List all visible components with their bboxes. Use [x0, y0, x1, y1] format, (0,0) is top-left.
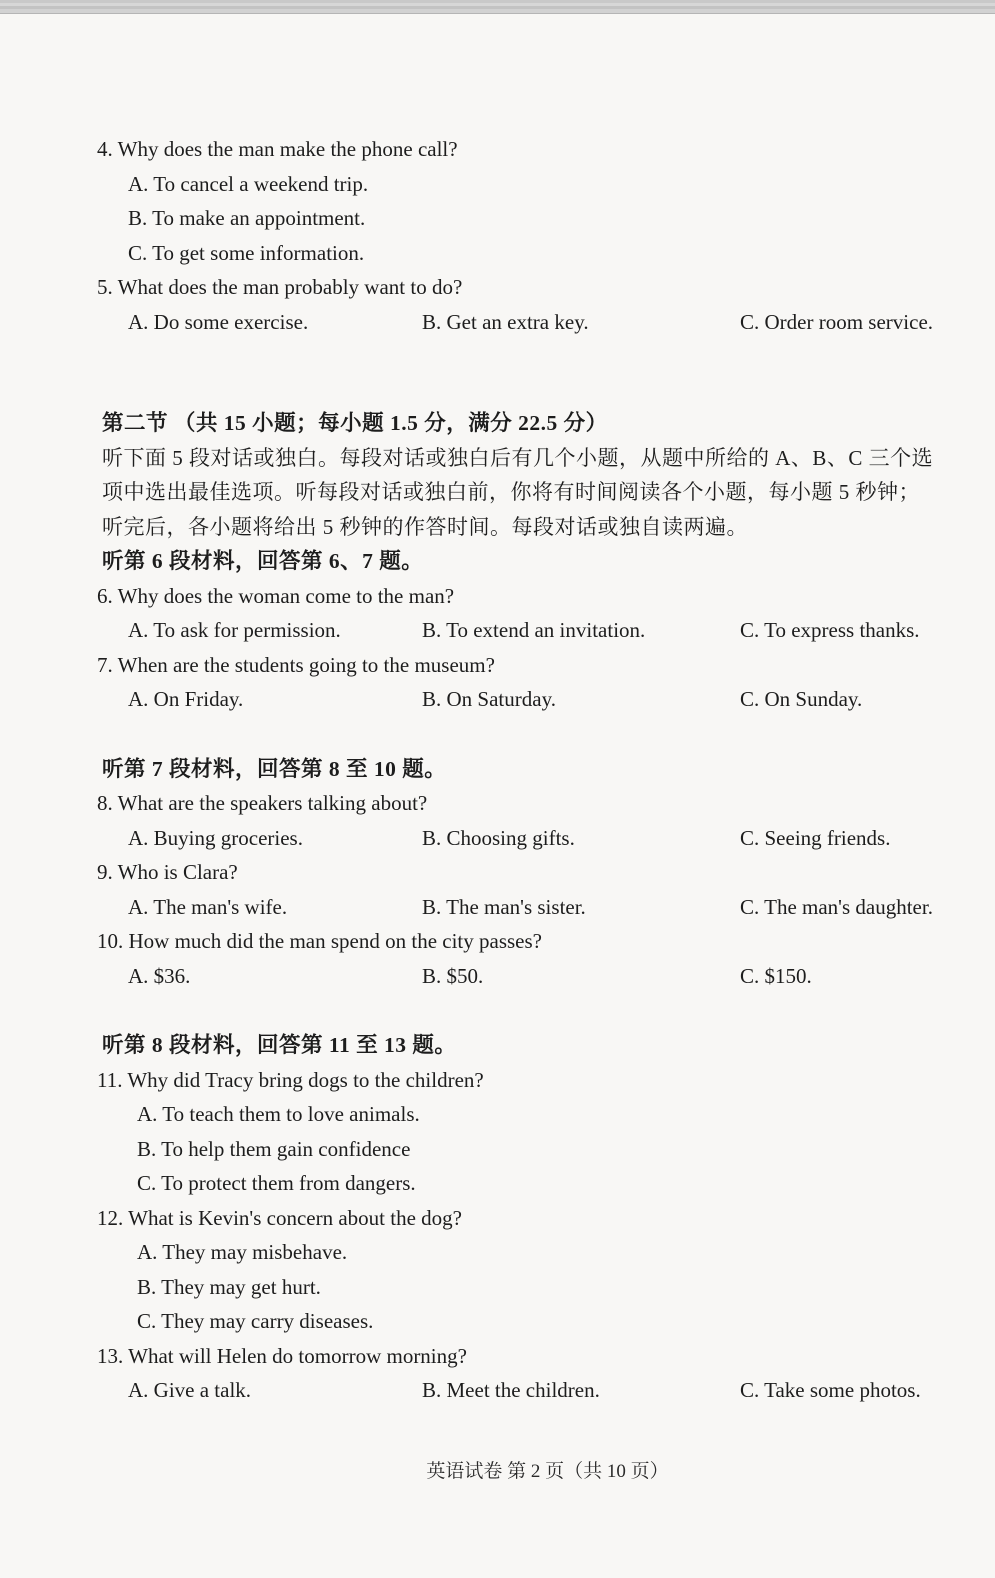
question-13: 13. What will Helen do tomorrow morning?: [97, 1343, 467, 1368]
question-10: 10. How much did the man spend on the city passes?: [97, 929, 542, 953]
question-11-option-a: A. To teach them to love animals.: [137, 1102, 420, 1126]
question-13-option-a: A. Give a talk.: [128, 1378, 252, 1402]
question-6-option-c: C. To express thanks.: [740, 618, 920, 642]
question-9-option-c: C. The man's daughter.: [740, 894, 933, 919]
question-9-option-b: B. The man's sister.: [422, 894, 586, 919]
question-11: 11. Why did Tracy bring dogs to the children?: [97, 1067, 484, 1092]
question-5: 5. What does the man probably want to do?: [97, 275, 463, 299]
question-4-option-b: B. To make an appointment.: [128, 206, 366, 230]
section-2-instructions-line-3: 听完后，各小题将给出 5 秒钟的作答时间。每段对话或独自读两遍。: [102, 514, 748, 539]
question-7-options: [0, 682, 995, 717]
question-5-option-c: C. Order room service.: [740, 309, 934, 334]
question-8-option-b: B. Choosing gifts.: [422, 825, 575, 850]
question-8-option-a: A. Buying groceries.: [128, 825, 303, 850]
scan-edge-artifact: [0, 0, 995, 14]
question-10-option-c: C. $150.: [740, 963, 812, 988]
page-footer: 英语试卷 第 2 页（共 10 页）: [426, 1460, 669, 1482]
question-10-options: [0, 959, 995, 994]
material-8-heading: 听第 8 段材料，回答第 11 至 13 题。: [102, 1033, 457, 1057]
question-6-options: [0, 613, 995, 648]
question-5-option-a: A. Do some exercise.: [128, 309, 309, 334]
question-4-option-c: C. To get some information.: [128, 240, 365, 265]
question-9-option-a: A. The man's wife.: [128, 894, 288, 919]
question-6-option-b: B. To extend an invitation.: [422, 618, 646, 642]
question-12: 12. What is Kevin's concern about the dog?: [97, 1205, 462, 1230]
question-5-options: [0, 305, 995, 340]
material-7-heading: 听第 7 段材料，回答第 8 至 10 题。: [102, 756, 447, 781]
question-10-option-b: B. $50.: [422, 963, 484, 988]
section-2-instructions-line-1: 听下面 5 段对话或独白。每段对话或独白后有几个小题，从题中所给的 A、B、C 三个选: [102, 445, 934, 470]
question-9: 9. Who is Clara?: [97, 860, 238, 884]
question-12-option-b: B. They may get hurt.: [137, 1274, 321, 1299]
question-8-option-c: C. Seeing friends.: [740, 825, 891, 850]
question-8-options: [0, 821, 995, 856]
question-5-option-b: B. Get an extra key.: [422, 309, 589, 334]
section-2-heading: 第二节 （共 15 小题；每小题 1.5 分，满分 22.5 分）: [102, 411, 608, 435]
question-7-option-a: A. On Friday.: [128, 687, 244, 711]
question-8: 8. What are the speakers talking about?: [97, 791, 428, 815]
section-2-instructions-line-2: 项中选出最佳选项。听每段对话或独白前，你将有时间阅读各个小题，每小题 5 秒钟；: [102, 480, 920, 504]
question-7-option-b: B. On Saturday.: [422, 687, 556, 711]
material-6-heading: 听第 6 段材料，回答第 6、7 题。: [102, 549, 424, 573]
question-12-option-c: C. They may carry diseases.: [137, 1309, 374, 1333]
question-6-option-a: A. To ask for permission.: [128, 618, 341, 642]
question-4-option-a: A. To cancel a weekend trip.: [128, 171, 369, 196]
question-9-options: [0, 890, 995, 925]
question-12-option-a: A. They may misbehave.: [137, 1240, 348, 1264]
question-13-option-c: C. Take some photos.: [740, 1378, 921, 1402]
question-13-option-b: B. Meet the children.: [422, 1378, 600, 1402]
question-11-option-c: C. To protect them from dangers.: [137, 1171, 416, 1195]
question-7-option-c: C. On Sunday.: [740, 687, 863, 711]
question-10-option-a: A. $36.: [128, 963, 191, 988]
question-11-option-b: B. To help them gain confidence: [137, 1136, 411, 1161]
question-6: 6. Why does the woman come to the man?: [97, 583, 455, 608]
question-7: 7. When are the students going to the museum?: [97, 652, 495, 677]
question-13-options: [0, 1373, 995, 1408]
question-4: 4. Why does the man make the phone call?: [97, 137, 458, 161]
